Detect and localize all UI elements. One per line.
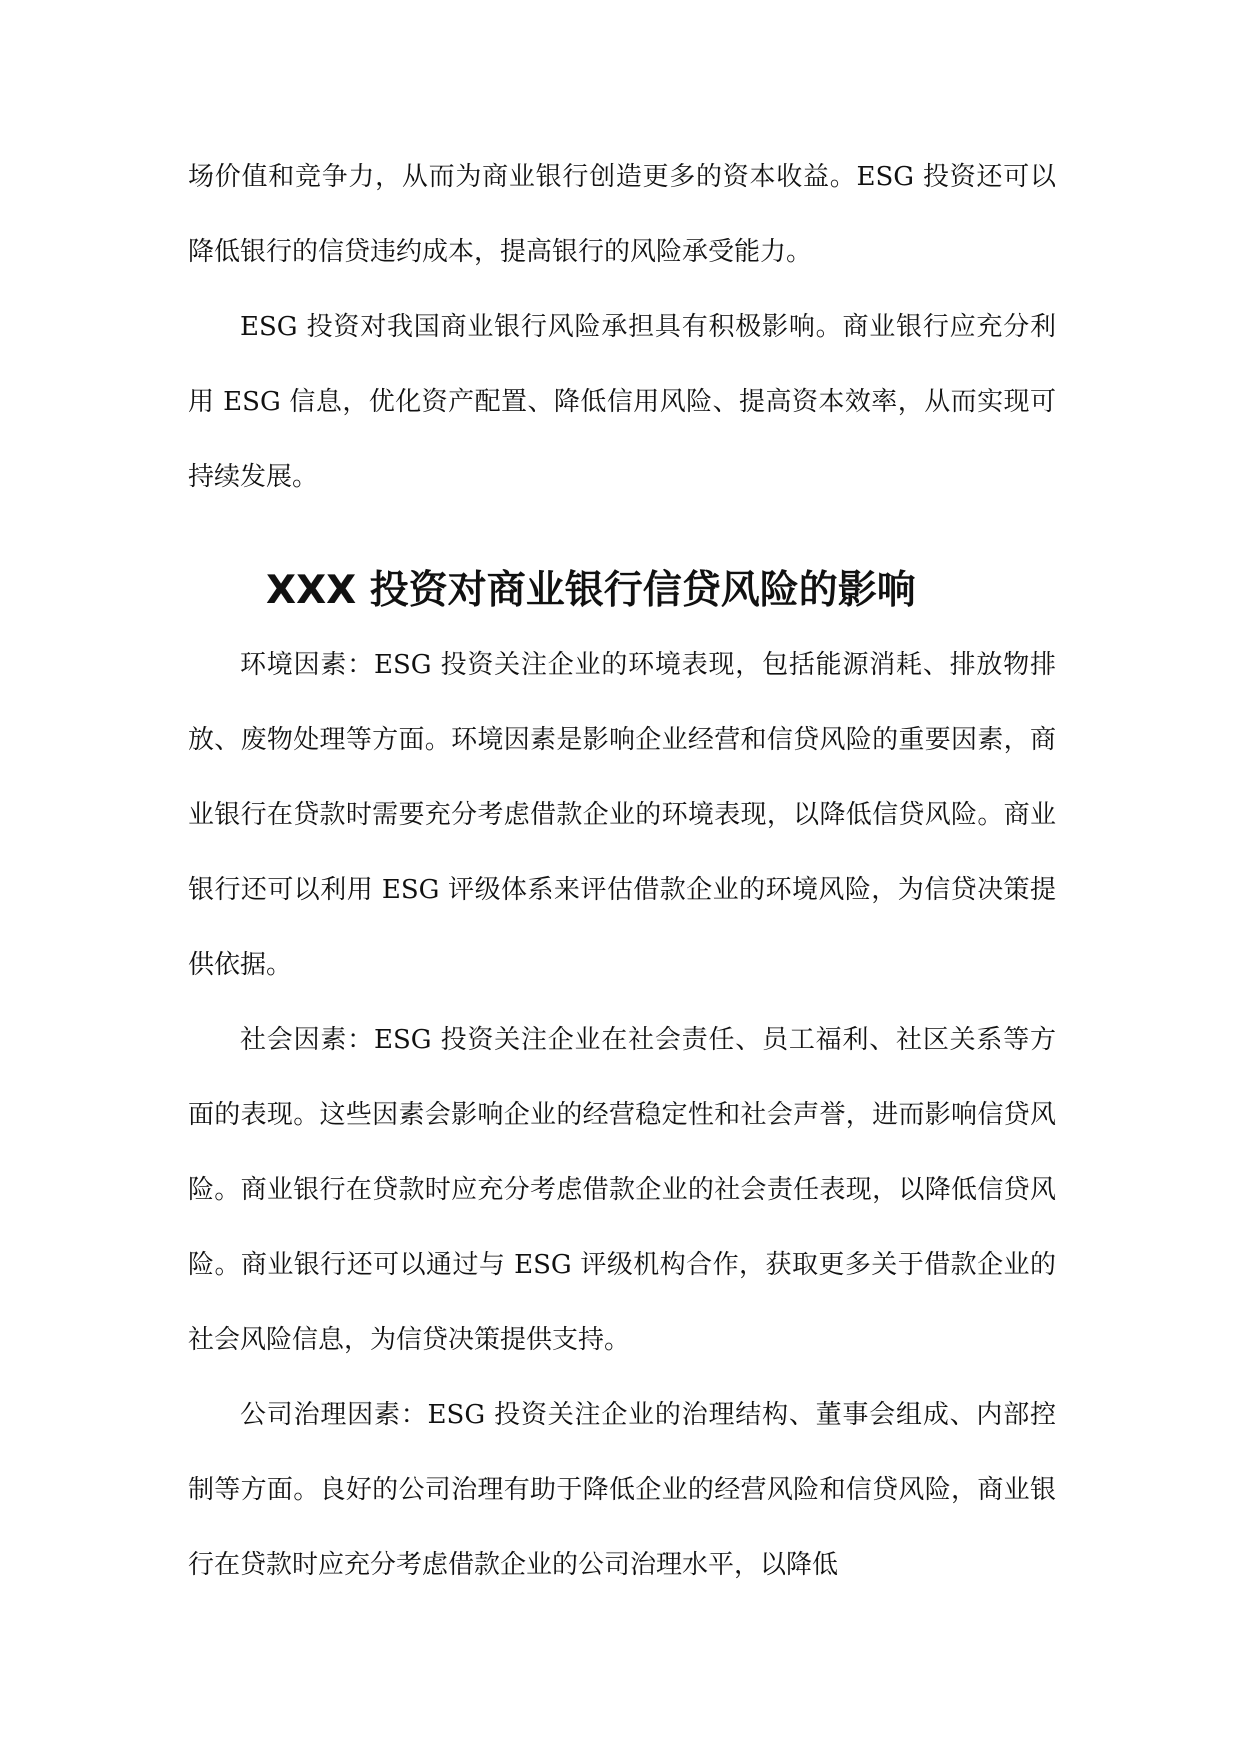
paragraph: ESG 投资对我国商业银行风险承担具有积极影响。商业银行应充分利用 ESG 信息，优化资产配置、降低信用风险、提高资本效率，从而实现可持续发展。 [188, 312, 1056, 492]
paragraph: 环境因素：ESG 投资关注企业的环境表现，包括能源消耗、排放物排放、废物处理等方面。环境因素是影响企业经营和信贷风险的重要因素，商业银行在贷款时需要充分考虑借款企业的环境表现，以降低信贷风险。商业银行还可以利用 ESG 评级体系来评估借款企业的环境风险，为信贷决策提供依据。 [188, 650, 1056, 980]
paragraph: 社会因素：ESG 投资关注企业在社会责任、员工福利、社区关系等方面的表现。这些因素会影响企业的经营稳定性和社会声誉，进而影响信贷风险。商业银行在贷款时应充分考虑借款企业的社会责任表现，以降低信贷风险。商业银行还可以通过与 ESG 评级机构合作，获取更多关于借款企业的社会风险信息，为信贷决策提供支持。 [188, 1025, 1056, 1355]
paragraph: 场价值和竞争力，从而为商业银行创造更多的资本收益。ESG 投资还可以降低银行的信贷违约成本，提高银行的风险承受能力。 [188, 162, 1056, 267]
paragraph: 公司治理因素：ESG 投资关注企业的治理结构、董事会组成、内部控制等方面。良好的公司治理有助于降低企业的经营风险和信贷风险，商业银行在贷款时应充分考虑借款企业的公司治理水平，以降低 [188, 1400, 1056, 1580]
document-body [188, 140, 1056, 1603]
section-heading: XXX 投资对商业银行信贷风险的影响 [266, 568, 916, 613]
